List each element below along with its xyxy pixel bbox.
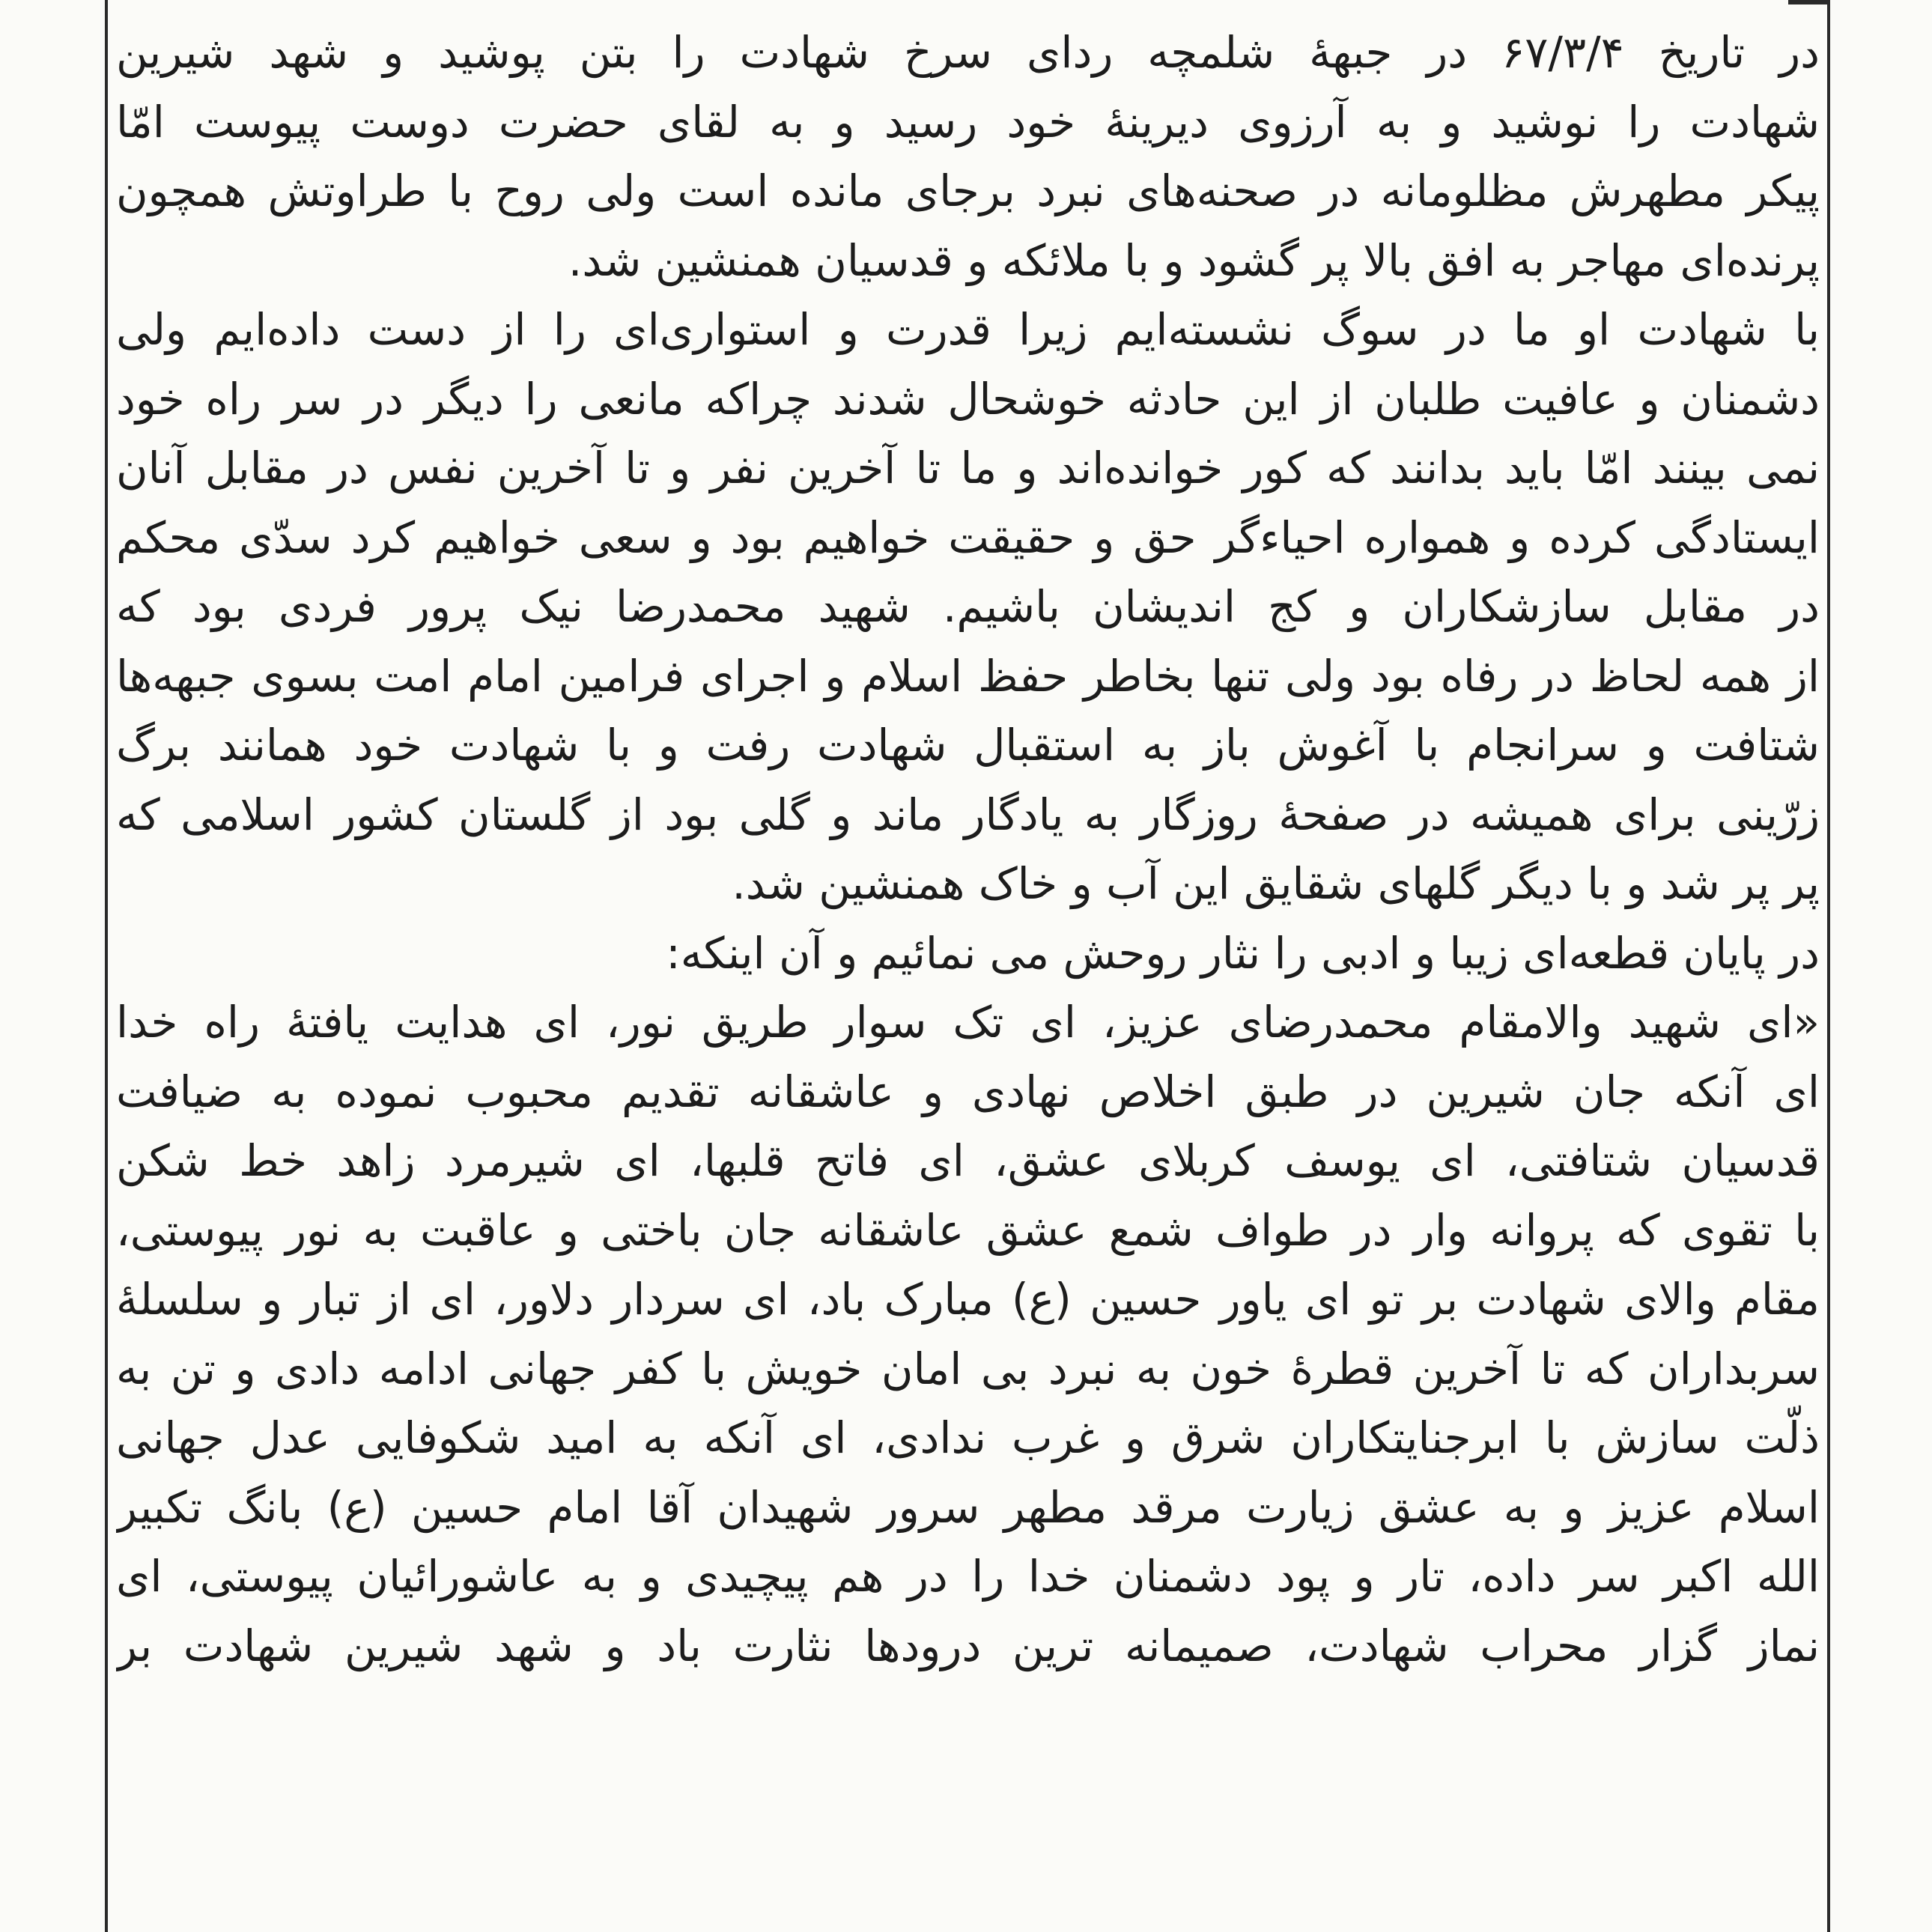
page-border-right <box>1827 0 1830 1932</box>
text-line: از همه لحاظ در رفاه بود ولی تنها بخاطر حفظ اسلام و اجرای فرامین امام امت بسوی جبهه‌ها <box>116 650 1820 702</box>
text-line: پر پر شد و با دیگر گلهای شقایق این آب و خاک همنشین شد. <box>732 858 1820 909</box>
text-line: شتافت و سرانجام با آغوش باز به استقبال شهادت رفت و با شهادت خود همانند برگ <box>116 720 1820 771</box>
text-line: با تقوی که پروانه وار در طواف شمع عشق عاشقانه جان باختی و عاقبت به نور پیوستی، <box>116 1204 1820 1256</box>
text-line: در پایان قطعه‌ای زیبا و ادبی را نثار روحش می نمائیم و آن اینکه: <box>666 927 1820 979</box>
text-line: پیکر مطهرش مظلومانه در صحنه‌های نبرد برجای مانده است ولی روح با طراوتش همچون <box>116 165 1820 216</box>
text-line: نمی بینند امّا باید بدانند که کور خوانده‌اند و ما تا آخرین نفر و تا آخرین نفس در مقابل آنان <box>116 443 1820 493</box>
handwritten-text-body <box>116 18 1820 1680</box>
text-line: قدسیان شتافتی، ای یوسف کربلای عشق، ای فاتح قلبها، ای شیرمرد زاهد خط شکن <box>116 1135 1820 1186</box>
text-line: در مقابل سازشکاران و کج اندیشان باشیم. شهید محمدرضا نیک پرور فردی بود که <box>116 581 1820 632</box>
page-border-top-mark <box>1788 0 1830 4</box>
text-line: مقام والای شهادت بر تو ای یاور حسین (ع) مبارک باد، ای سردار دلاور، ای از تبار و سلسلهٔ <box>116 1274 1820 1325</box>
page-border-left <box>105 0 108 1932</box>
text-line: ای آنکه جان شیرین در طبق اخلاص نهادی و عاشقانه تقدیم محبوب نموده به ضیافت <box>116 1066 1820 1117</box>
text-line: ذلّت سازش با ابرجنایتکاران شرق و غرب ندادی، ای آنکه به امید شکوفایی عدل جهانی <box>116 1412 1820 1463</box>
text-line: در تاریخ ۶۷/۳/۴ در جبههٔ شلمچه ردای سرخ شهادت را بتن پوشید و شهد شیرین <box>116 27 1820 78</box>
text-line: پرنده‌ای مهاجر به افق بالا پر گشود و با ملائکه و قدسیان همنشین شد. <box>568 234 1820 286</box>
text-line: الله اکبر سر داده، تار و پود دشمنان خدا را در هم پیچیدی و به عاشورائیان پیوستی، ای <box>116 1551 1820 1602</box>
text-line: شهادت را نوشید و به آرزوی دیرینهٔ خود رسید و به لقای حضرت دوست پیوست امّا <box>116 96 1820 148</box>
text-line: زرّینی برای همیشه در صفحهٔ روزگار به یادگار ماند و گلی بود از گلستان کشور اسلامی که <box>116 789 1820 840</box>
text-line: نماز گزار محراب شهادت، صمیمانه ترین درودها نثارت باد و شهد شیرین شهادت بر <box>116 1620 1820 1671</box>
text-line: ایستادگی کرده و همواره احیاء‌گر حق و حقیقت خواهیم بود و سعی خواهیم کرد سدّی محکم <box>116 511 1820 563</box>
text-line: دشمنان و عافیت طلبان از این حادثه خوشحال شدند چراکه مانعی را دیگر در سر راه خود <box>116 373 1820 425</box>
text-line: سربداران که تا آخرین قطرهٔ خون به نبرد بی امان خویش با کفر جهانی ادامه دادی و تن به <box>116 1343 1820 1394</box>
text-line: اسلام عزیز و به عشق زیارت مرقد مطهر سرور شهیدان آقا امام حسین (ع) بانگ تکبیر <box>116 1481 1820 1533</box>
text-line: با شهادت او ما در سوگ نشسته‌ایم زیرا قدرت و استواری‌ای را از دست داده‌ایم ولی <box>116 304 1820 355</box>
text-line: «ای شهید والامقام محمدرضای عزیز، ای تک سوار طریق نور، ای هدایت یافتهٔ راه خدا <box>116 997 1820 1048</box>
